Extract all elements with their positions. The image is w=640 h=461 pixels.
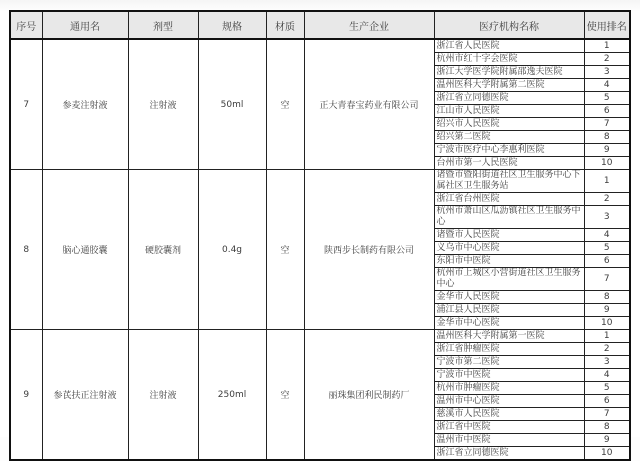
usage-rank-cell: 9 xyxy=(584,434,630,447)
institution-name-cell: 绍兴第二医院 xyxy=(434,131,584,144)
institution-name-cell: 浙江省立同德医院 xyxy=(434,92,584,105)
institution-name-cell: 宁波市第二医院 xyxy=(434,356,584,369)
row-number-cell: 9 xyxy=(10,330,42,461)
spec-cell: 50ml xyxy=(198,39,266,170)
institution-name-cell: 宁波市医疗中心李惠利医院 xyxy=(434,144,584,157)
table-header xyxy=(10,11,630,39)
usage-rank-cell: 3 xyxy=(584,356,630,369)
header-cell-spec: 规格 xyxy=(198,11,266,39)
usage-rank-cell: 3 xyxy=(584,206,630,229)
institution-name-cell: 绍兴市人民医院 xyxy=(434,118,584,131)
institution-name-cell: 金华市中心医院 xyxy=(434,317,584,330)
row-number-cell: 8 xyxy=(10,170,42,330)
institution-row xyxy=(10,39,630,53)
institution-row xyxy=(10,330,630,343)
header-row xyxy=(10,11,630,39)
usage-rank-cell: 2 xyxy=(584,343,630,356)
generic-name-cell: 参麦注射液 xyxy=(42,39,128,170)
header-cell-no: 序号 xyxy=(10,11,42,39)
dosage-form-cell: 注射液 xyxy=(128,330,198,461)
table-body xyxy=(10,39,630,460)
institution-name-cell: 温州市中心医院 xyxy=(434,395,584,408)
usage-rank-cell: 5 xyxy=(584,242,630,255)
usage-rank-cell: 9 xyxy=(584,304,630,317)
header-cell-rank: 使用排名 xyxy=(584,11,630,39)
manufacturer-cell: 正大青春宝药业有限公司 xyxy=(304,39,434,170)
institution-name-cell: 温州医科大学附属第一医院 xyxy=(434,330,584,343)
usage-rank-cell: 2 xyxy=(584,53,630,66)
drug-usage-ranking-table xyxy=(9,10,631,461)
spec-cell: 250ml xyxy=(198,330,266,461)
row-number-cell: 7 xyxy=(10,39,42,170)
institution-name-cell: 浙江省立同德医院 xyxy=(434,447,584,461)
usage-rank-cell: 10 xyxy=(584,157,630,170)
usage-rank-cell: 9 xyxy=(584,144,630,157)
institution-name-cell: 浙江省肿瘤医院 xyxy=(434,343,584,356)
usage-rank-cell: 7 xyxy=(584,408,630,421)
header-cell-dosage-form: 剂型 xyxy=(128,11,198,39)
header-cell-material: 材质 xyxy=(266,11,304,39)
header-cell-generic-name: 通用名 xyxy=(42,11,128,39)
usage-rank-cell: 4 xyxy=(584,79,630,92)
dosage-form-cell: 注射液 xyxy=(128,39,198,170)
header-cell-institution: 医疗机构名称 xyxy=(434,11,584,39)
usage-rank-cell: 4 xyxy=(584,369,630,382)
spec-cell: 0.4g xyxy=(198,170,266,330)
usage-rank-cell: 7 xyxy=(584,268,630,291)
usage-rank-cell: 2 xyxy=(584,193,630,206)
institution-name-cell: 杭州市肿瘤医院 xyxy=(434,382,584,395)
usage-rank-cell: 8 xyxy=(584,131,630,144)
institution-name-cell: 东阳市中医院 xyxy=(434,255,584,268)
manufacturer-cell: 丽珠集团利民制药厂 xyxy=(304,330,434,461)
material-cell: 空 xyxy=(266,39,304,170)
institution-name-cell: 浦江县人民医院 xyxy=(434,304,584,317)
institution-name-cell: 浙江大学医学院附属邵逸夫医院 xyxy=(434,66,584,79)
usage-rank-cell: 3 xyxy=(584,66,630,79)
institution-name-cell: 杭州市萧山区瓜沥镇社区卫生服务中心 xyxy=(434,206,584,229)
institution-name-cell: 温州市中医院 xyxy=(434,434,584,447)
usage-rank-cell: 5 xyxy=(584,92,630,105)
usage-rank-cell: 6 xyxy=(584,255,630,268)
usage-rank-cell: 10 xyxy=(584,317,630,330)
usage-rank-cell: 5 xyxy=(584,382,630,395)
institution-name-cell: 温州医科大学附属第二医院 xyxy=(434,79,584,92)
institution-name-cell: 义乌市中心医院 xyxy=(434,242,584,255)
institution-name-cell: 杭州市红十字会医院 xyxy=(434,53,584,66)
usage-rank-cell: 4 xyxy=(584,229,630,242)
institution-name-cell: 浙江省中医院 xyxy=(434,421,584,434)
usage-rank-cell: 1 xyxy=(584,170,630,193)
institution-name-cell: 杭州市上城区小营街道社区卫生服务中心 xyxy=(434,268,584,291)
institution-name-cell: 金华市人民医院 xyxy=(434,291,584,304)
institution-name-cell: 诸暨市人民医院 xyxy=(434,229,584,242)
institution-name-cell: 浙江省台州医院 xyxy=(434,193,584,206)
institution-row xyxy=(10,170,630,193)
material-cell: 空 xyxy=(266,170,304,330)
usage-rank-cell: 8 xyxy=(584,421,630,434)
header-cell-manufacturer: 生产企业 xyxy=(304,11,434,39)
usage-rank-cell: 7 xyxy=(584,118,630,131)
usage-rank-cell: 8 xyxy=(584,291,630,304)
usage-rank-cell: 6 xyxy=(584,105,630,118)
dosage-form-cell: 硬胶囊剂 xyxy=(128,170,198,330)
institution-name-cell: 慈溪市人民医院 xyxy=(434,408,584,421)
generic-name-cell: 脑心通胶囊 xyxy=(42,170,128,330)
institution-name-cell: 台州市第一人民医院 xyxy=(434,157,584,170)
usage-rank-cell: 10 xyxy=(584,447,630,461)
institution-name-cell: 诸暨市暨阳街道社区卫生服务中心下属社区卫生服务站 xyxy=(434,170,584,193)
manufacturer-cell: 陕西步长制药有限公司 xyxy=(304,170,434,330)
usage-rank-cell: 1 xyxy=(584,330,630,343)
usage-rank-cell: 1 xyxy=(584,39,630,53)
generic-name-cell: 参芪扶正注射液 xyxy=(42,330,128,461)
institution-name-cell: 浙江省人民医院 xyxy=(434,39,584,53)
material-cell: 空 xyxy=(266,330,304,461)
usage-rank-cell: 6 xyxy=(584,395,630,408)
institution-name-cell: 江山市人民医院 xyxy=(434,105,584,118)
institution-name-cell: 宁波市中医院 xyxy=(434,369,584,382)
